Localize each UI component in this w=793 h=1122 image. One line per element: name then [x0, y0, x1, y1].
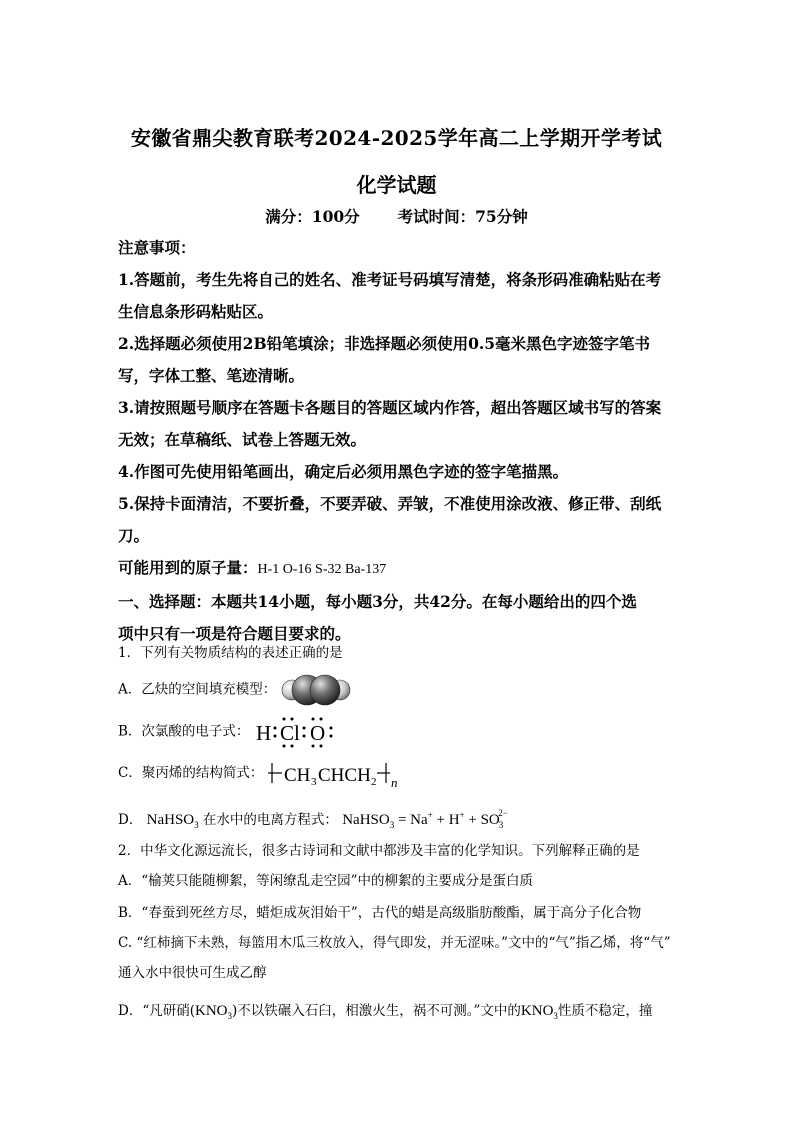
full-score: 满分：100分 [265, 207, 360, 226]
svg-text:3: 3 [310, 775, 317, 788]
question-2-stem: 2．中华文化源远流长，很多古诗词和文献中都涉及丰富的化学知识。下列解释正确的是 [118, 843, 640, 859]
kno3-formula: $KNO_3$ [520, 1003, 558, 1021]
notice-line: 写，字体工整、笔迹清晰。 [118, 366, 305, 385]
option-d-formula-lhs: NaHSO$_3$ [146, 812, 199, 830]
notice-line: 4.作图可先使用铅笔画出，确定后必须用黑色字迹的签字笔描黑。 [118, 462, 569, 481]
svg-text:CH: CH [283, 764, 311, 786]
exam-meta [0, 205, 793, 227]
section-heading: 一、选择题：本题共14小题，每小题3分，共42分。在每小题给出的四个选 [118, 592, 637, 611]
atomic-mass-label: 可能用到的原子量： [118, 558, 258, 577]
svg-text:CHCH: CHCH [317, 764, 371, 786]
exam-time: 考试时间：75分钟 [397, 207, 528, 226]
notice-line: 2.选择题必须使用2B铅笔填涂；非选择题必须使用0.5毫米黑色字迹签字笔书 [118, 334, 651, 353]
svg-text:H: H [255, 721, 271, 745]
atomic-mass-line [118, 552, 678, 586]
option-d-text-mid: )不以铁碾入石臼，相激火生，祸不可测。”文中的 [232, 1003, 521, 1019]
option-a-text: A．乙炔的空间填充模型： [118, 681, 277, 698]
svg-text:2: 2 [370, 775, 377, 788]
notice-line: 5.保持卡面清洁，不要折叠，不要弄破、弄皱，不准使用涂改液、修正带、刮纸 [118, 494, 662, 513]
option-c-text: C．聚丙烯的结构简式： [118, 765, 264, 781]
option-d-label: D． [118, 812, 143, 828]
question-1-stem: 1．下列有关物质结构的表述正确的是 [118, 645, 343, 661]
question-2-option-c: C. “红柿摘下未熟，每篮用木瓜三枚放入，得气即发，并无涩味。”文中的“气”指乙烯，将“气” [118, 935, 671, 951]
option-d-equation: NaHSO$_3$ = $Na^+ + H^+ + SO_3^{2-}$ [342, 808, 508, 830]
exam-title: 安徽省鼎尖教育联考2024-2025学年高二上学期开学考试 [130, 126, 663, 150]
repeat-unit-subscript: n [390, 774, 398, 789]
svg-text:Cl: Cl [279, 721, 300, 745]
notice-heading: 注意事项： [118, 238, 196, 257]
option-d-text: 在水中的电离方程式： [202, 812, 338, 828]
notice-block [118, 232, 678, 650]
notice-line: 生信息条形码粘贴区。 [118, 302, 274, 321]
question-2-option-a: A．“榆荚只能随柳絮，等闲缭乱走空园”中的柳絮的主要成分是蛋白质 [118, 873, 534, 889]
question-2-option-d [118, 996, 678, 1031]
notice-line: 刀。 [118, 526, 150, 545]
question-1-option-b [118, 715, 678, 749]
question-1-option-a [118, 674, 678, 706]
svg-text:O: O [309, 721, 325, 745]
notice-line: 无效；在草稿纸、试卷上答题无效。 [118, 430, 367, 449]
subject-title: 化学试题 [356, 173, 437, 197]
question-1-option-c [118, 758, 678, 789]
atomic-mass-values: H-1 O-16 S-32 Ba-137 [257, 562, 387, 577]
option-d-text-pre: D．“凡研硝( [118, 1003, 195, 1019]
question-2-option-c-cont: 通入水中很快可生成乙醇 [118, 965, 267, 981]
notice-line: 3.请按照题号顺序在答题卡各题目的答题区域内作答，超出答题区域书写的答案 [118, 398, 662, 417]
kno3-formula: $KNO_3$ [195, 1003, 232, 1021]
acetylene-space-filling-model-icon [281, 674, 351, 706]
question-1-option-d [118, 800, 678, 840]
option-d-text-post: 性质不稳定，撞 [557, 1003, 653, 1019]
question-2-option-b: B．“春蚕到死丝方尽，蜡炬成灰泪始干”，古代的蜡是高级脂肪酸酯，属于高分子化合物 [118, 905, 642, 921]
polypropylene-structure-formula [268, 759, 403, 789]
notice-line: 1.答题前，考生先将自己的姓名、准考证号码填写清楚，将条形码准确粘贴在考 [118, 270, 662, 289]
option-b-text: B．次氯酸的电子式： [118, 723, 250, 740]
hypochlorous-acid-electron-formula [254, 715, 344, 749]
section-heading-cont: 项中只有一项是符合题目要求的。 [118, 624, 351, 643]
